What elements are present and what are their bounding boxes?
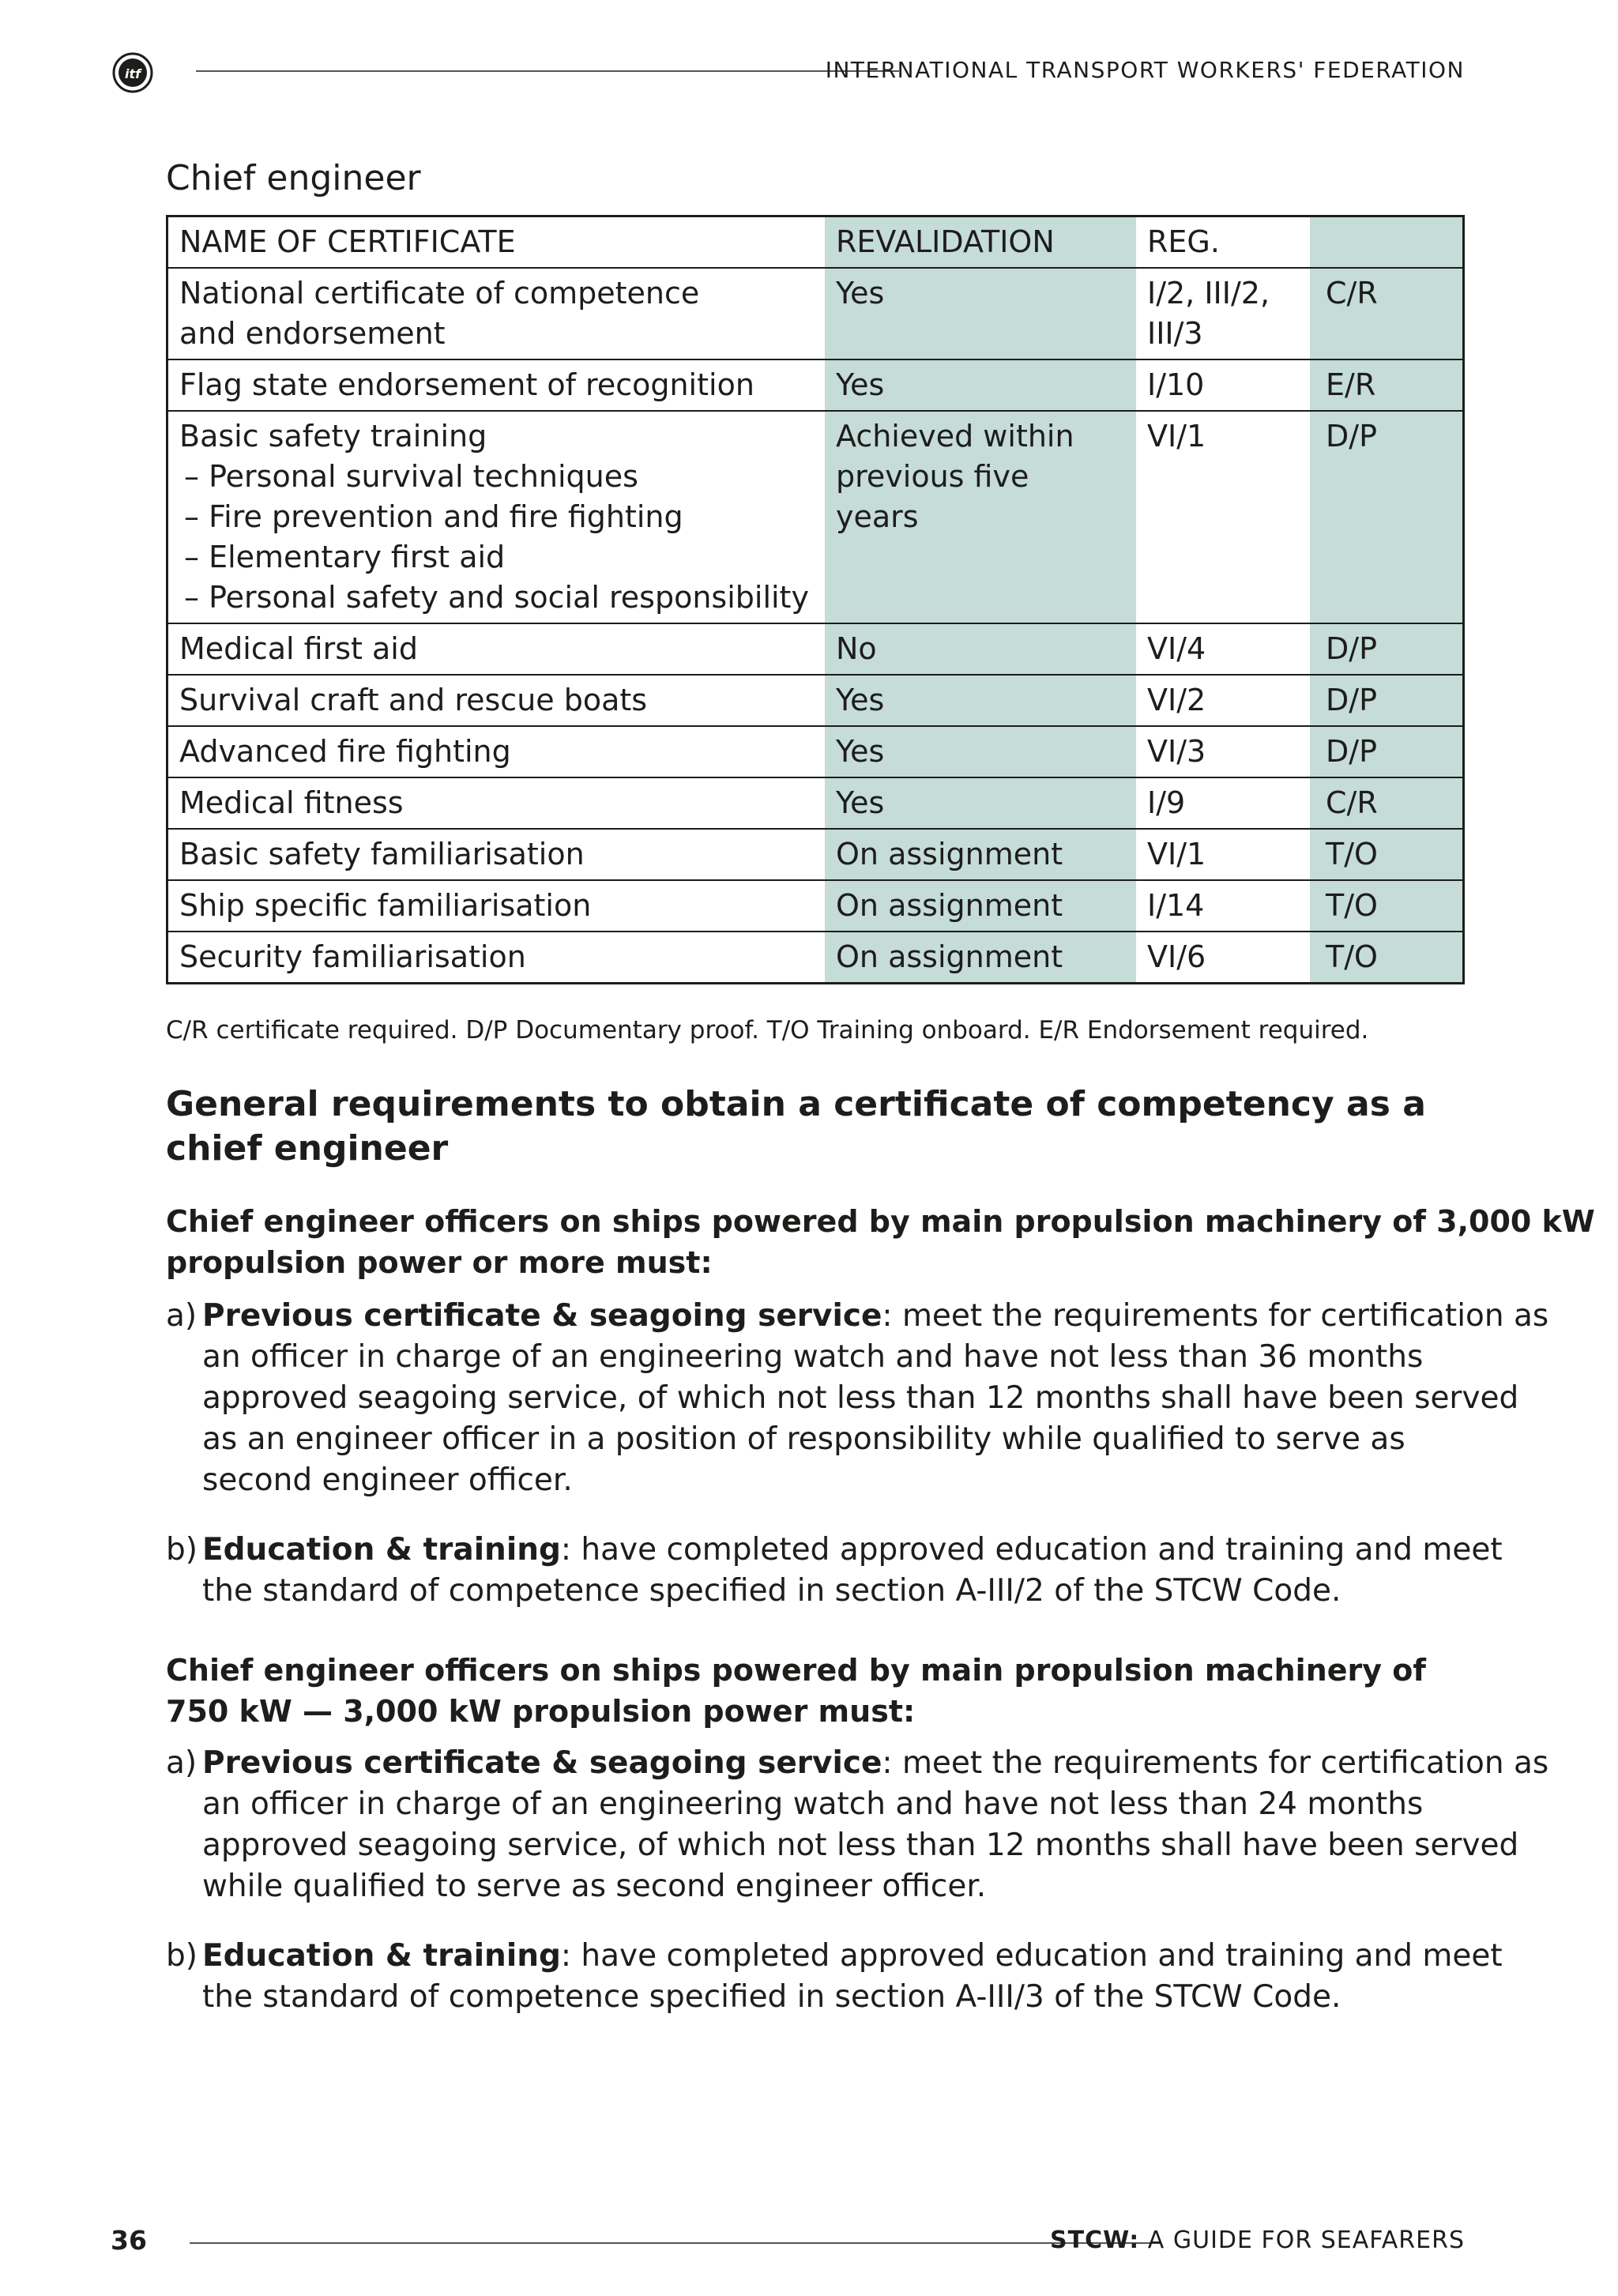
- header-revalidation: REVALIDATION: [825, 216, 1136, 269]
- group-1-subheading: [166, 1201, 1595, 1283]
- cell-reg: [1136, 829, 1310, 880]
- group-1-item-b: [166, 1530, 1503, 1612]
- subheading-line: propulsion power or more must:: [166, 1245, 713, 1280]
- item-lead: Previous certificate & seagoing service: [202, 1745, 882, 1781]
- cell-revalidation: [825, 932, 1136, 984]
- section-title: Chief engineer: [166, 158, 421, 198]
- cell-line: – Personal survival techniques: [184, 459, 638, 494]
- cell-line: VI/1: [1147, 837, 1206, 871]
- table-row: [167, 359, 1464, 411]
- cell-line: National certificate of competence: [179, 276, 700, 311]
- header-reg: REG.: [1136, 216, 1310, 269]
- cell-line: Ship specific familiarisation: [179, 888, 592, 923]
- table-row: [167, 268, 1464, 359]
- cell-line: I/2, III/2,: [1147, 276, 1270, 311]
- subheading-line: Chief engineer officers on ships powered by main propulsion machinery of: [166, 1653, 1426, 1688]
- footer-rule: [190, 2242, 1161, 2244]
- cell-line: No: [836, 631, 877, 666]
- cell-line: On assignment: [836, 888, 1063, 923]
- cell-line: and endorsement: [179, 316, 446, 351]
- cell-line: – Personal safety and social responsibility: [184, 580, 809, 615]
- header-type: [1310, 216, 1464, 269]
- table-legend: C/R certificate required. D/P Documentary proof. T/O Training onboard. E/R Endorsement required.: [166, 1016, 1369, 1044]
- cell-line: Basic safety training: [179, 419, 487, 454]
- cell-certificate-name: [167, 777, 826, 829]
- cell-line: years: [836, 499, 919, 534]
- cell-revalidation: [825, 675, 1136, 726]
- item-text: approved seagoing service, of which not less than 12 months shall have been served: [202, 1380, 1519, 1416]
- itf-logo-icon: [111, 51, 155, 95]
- cell-line: – Elementary first aid: [184, 540, 506, 574]
- item-text: an officer in charge of an engineering watch and have not less than 36 months: [202, 1339, 1424, 1375]
- cell-line: Security familiarisation: [179, 939, 526, 974]
- cell-certificate-name: [167, 726, 826, 777]
- item-text: while qualified to serve as second engineer officer.: [202, 1869, 987, 1904]
- cell-revalidation: [825, 411, 1136, 623]
- cell-certificate-name: [167, 880, 826, 932]
- cell-type: T/O: [1310, 880, 1464, 932]
- item-text: the standard of competence specified in section A-III/3 of the STCW Code.: [202, 1979, 1341, 2015]
- cell-revalidation: [825, 880, 1136, 932]
- general-requirements-heading: General requirements to obtain a certificate of competency as a chief engineer: [166, 1084, 1426, 1169]
- item-marker: a): [166, 1745, 198, 1781]
- item-text: : have completed approved education and training and meet: [560, 1938, 1503, 1974]
- item-text: as an engineer officer in a position of responsibility while qualified to serve as: [202, 1421, 1405, 1457]
- cell-type: E/R: [1310, 359, 1464, 411]
- cell-reg: [1136, 268, 1310, 359]
- cell-reg: [1136, 623, 1310, 675]
- cell-certificate-name: [167, 359, 826, 411]
- item-lead: Education & training: [202, 1532, 561, 1568]
- cell-type: T/O: [1310, 829, 1464, 880]
- cell-reg: [1136, 777, 1310, 829]
- footer-title-bold: STCW:: [1050, 2226, 1140, 2254]
- cell-certificate-name: [167, 623, 826, 675]
- cell-type: D/P: [1310, 411, 1464, 623]
- table-row: [167, 880, 1464, 932]
- subheading-line: 750 kW — 3,000 kW propulsion power must:: [166, 1694, 916, 1729]
- cell-line: I/14: [1147, 888, 1205, 923]
- footer-title-rest: A GUIDE FOR SEAFARERS: [1139, 2226, 1465, 2254]
- item-marker: b): [166, 1938, 198, 1974]
- table-row: [167, 932, 1464, 984]
- page-footer: [111, 2225, 1465, 2264]
- page-number: 36: [111, 2225, 147, 2256]
- cell-line: VI/1: [1147, 419, 1206, 454]
- table-row: [167, 623, 1464, 675]
- cell-line: Medical fitness: [179, 785, 404, 820]
- cell-type: T/O: [1310, 932, 1464, 984]
- cell-certificate-name: [167, 675, 826, 726]
- item-lead: Previous certificate & seagoing service: [202, 1298, 882, 1334]
- cell-line: Advanced fire fighting: [179, 734, 511, 769]
- cell-reg: [1136, 411, 1310, 623]
- cell-revalidation: [825, 726, 1136, 777]
- item-text: approved seagoing service, of which not less than 12 months shall have been served: [202, 1827, 1519, 1863]
- cell-line: Yes: [836, 367, 885, 402]
- cell-line: I/9: [1147, 785, 1186, 820]
- cell-line: Basic safety familiarisation: [179, 837, 585, 871]
- item-text: : meet the requirements for certification as: [882, 1745, 1549, 1781]
- cell-line: Yes: [836, 734, 885, 769]
- item-text: an officer in charge of an engineering watch and have not less than 24 months: [202, 1786, 1424, 1822]
- cell-type: D/P: [1310, 675, 1464, 726]
- cell-certificate-name: [167, 268, 826, 359]
- page-header: [111, 51, 1465, 90]
- cell-reg: [1136, 932, 1310, 984]
- cell-revalidation: [825, 829, 1136, 880]
- cell-type: C/R: [1310, 268, 1464, 359]
- cell-line: On assignment: [836, 837, 1063, 871]
- group-1-item-a: [166, 1296, 1549, 1501]
- cell-reg: [1136, 675, 1310, 726]
- cell-revalidation: [825, 623, 1136, 675]
- cell-certificate-name: [167, 932, 826, 984]
- cell-line: Yes: [836, 276, 885, 311]
- cell-line: III/3: [1147, 316, 1203, 351]
- cell-line: previous five: [836, 459, 1029, 494]
- item-marker: a): [166, 1298, 198, 1334]
- cell-reg: [1136, 880, 1310, 932]
- group-2-item-b: [166, 1936, 1503, 2018]
- cell-line: VI/2: [1147, 683, 1206, 717]
- svg-text:itf: itf: [124, 66, 141, 81]
- cell-revalidation: [825, 777, 1136, 829]
- table-row: [167, 726, 1464, 777]
- cell-line: Achieved within: [836, 419, 1074, 454]
- header-organization: INTERNATIONAL TRANSPORT WORKERS' FEDERATION: [825, 57, 1465, 83]
- footer-title: [1050, 2226, 1465, 2254]
- subheading-line: Chief engineer officers on ships powered by main propulsion machinery of 3,000 kW: [166, 1204, 1595, 1239]
- table-row: [167, 675, 1464, 726]
- cell-line: VI/6: [1147, 939, 1206, 974]
- cell-revalidation: [825, 268, 1136, 359]
- item-lead: Education & training: [202, 1938, 561, 1974]
- item-text: second engineer officer.: [202, 1462, 573, 1498]
- table-row: [167, 411, 1464, 623]
- cell-line: – Fire prevention and fire fighting: [184, 499, 683, 534]
- cell-line: Yes: [836, 785, 885, 820]
- table-header-row: [167, 216, 1464, 269]
- cell-reg: [1136, 726, 1310, 777]
- certificates-table: [166, 215, 1465, 984]
- cell-line: VI/4: [1147, 631, 1206, 666]
- group-2-item-a: [166, 1743, 1549, 1907]
- group-2-subheading: [166, 1650, 1469, 1732]
- header-rule: [196, 70, 899, 72]
- cell-type: D/P: [1310, 726, 1464, 777]
- cell-revalidation: [825, 359, 1136, 411]
- item-text: : meet the requirements for certification as: [882, 1298, 1549, 1334]
- item-text: : have completed approved education and training and meet: [560, 1532, 1503, 1568]
- header-name: NAME OF CERTIFICATE: [167, 216, 826, 269]
- table-row: [167, 777, 1464, 829]
- item-marker: b): [166, 1532, 198, 1568]
- cell-line: On assignment: [836, 939, 1063, 974]
- cell-type: C/R: [1310, 777, 1464, 829]
- cell-certificate-name: [167, 411, 826, 623]
- cell-line: Yes: [836, 683, 885, 717]
- cell-certificate-name: [167, 829, 826, 880]
- cell-line: Medical first aid: [179, 631, 418, 666]
- item-text: the standard of competence specified in section A-III/2 of the STCW Code.: [202, 1573, 1341, 1609]
- cell-line: I/10: [1147, 367, 1205, 402]
- cell-line: Survival craft and rescue boats: [179, 683, 648, 717]
- cell-line: Flag state endorsement of recognition: [179, 367, 754, 402]
- table-row: [167, 829, 1464, 880]
- cell-type: D/P: [1310, 623, 1464, 675]
- cell-reg: [1136, 359, 1310, 411]
- cell-line: VI/3: [1147, 734, 1206, 769]
